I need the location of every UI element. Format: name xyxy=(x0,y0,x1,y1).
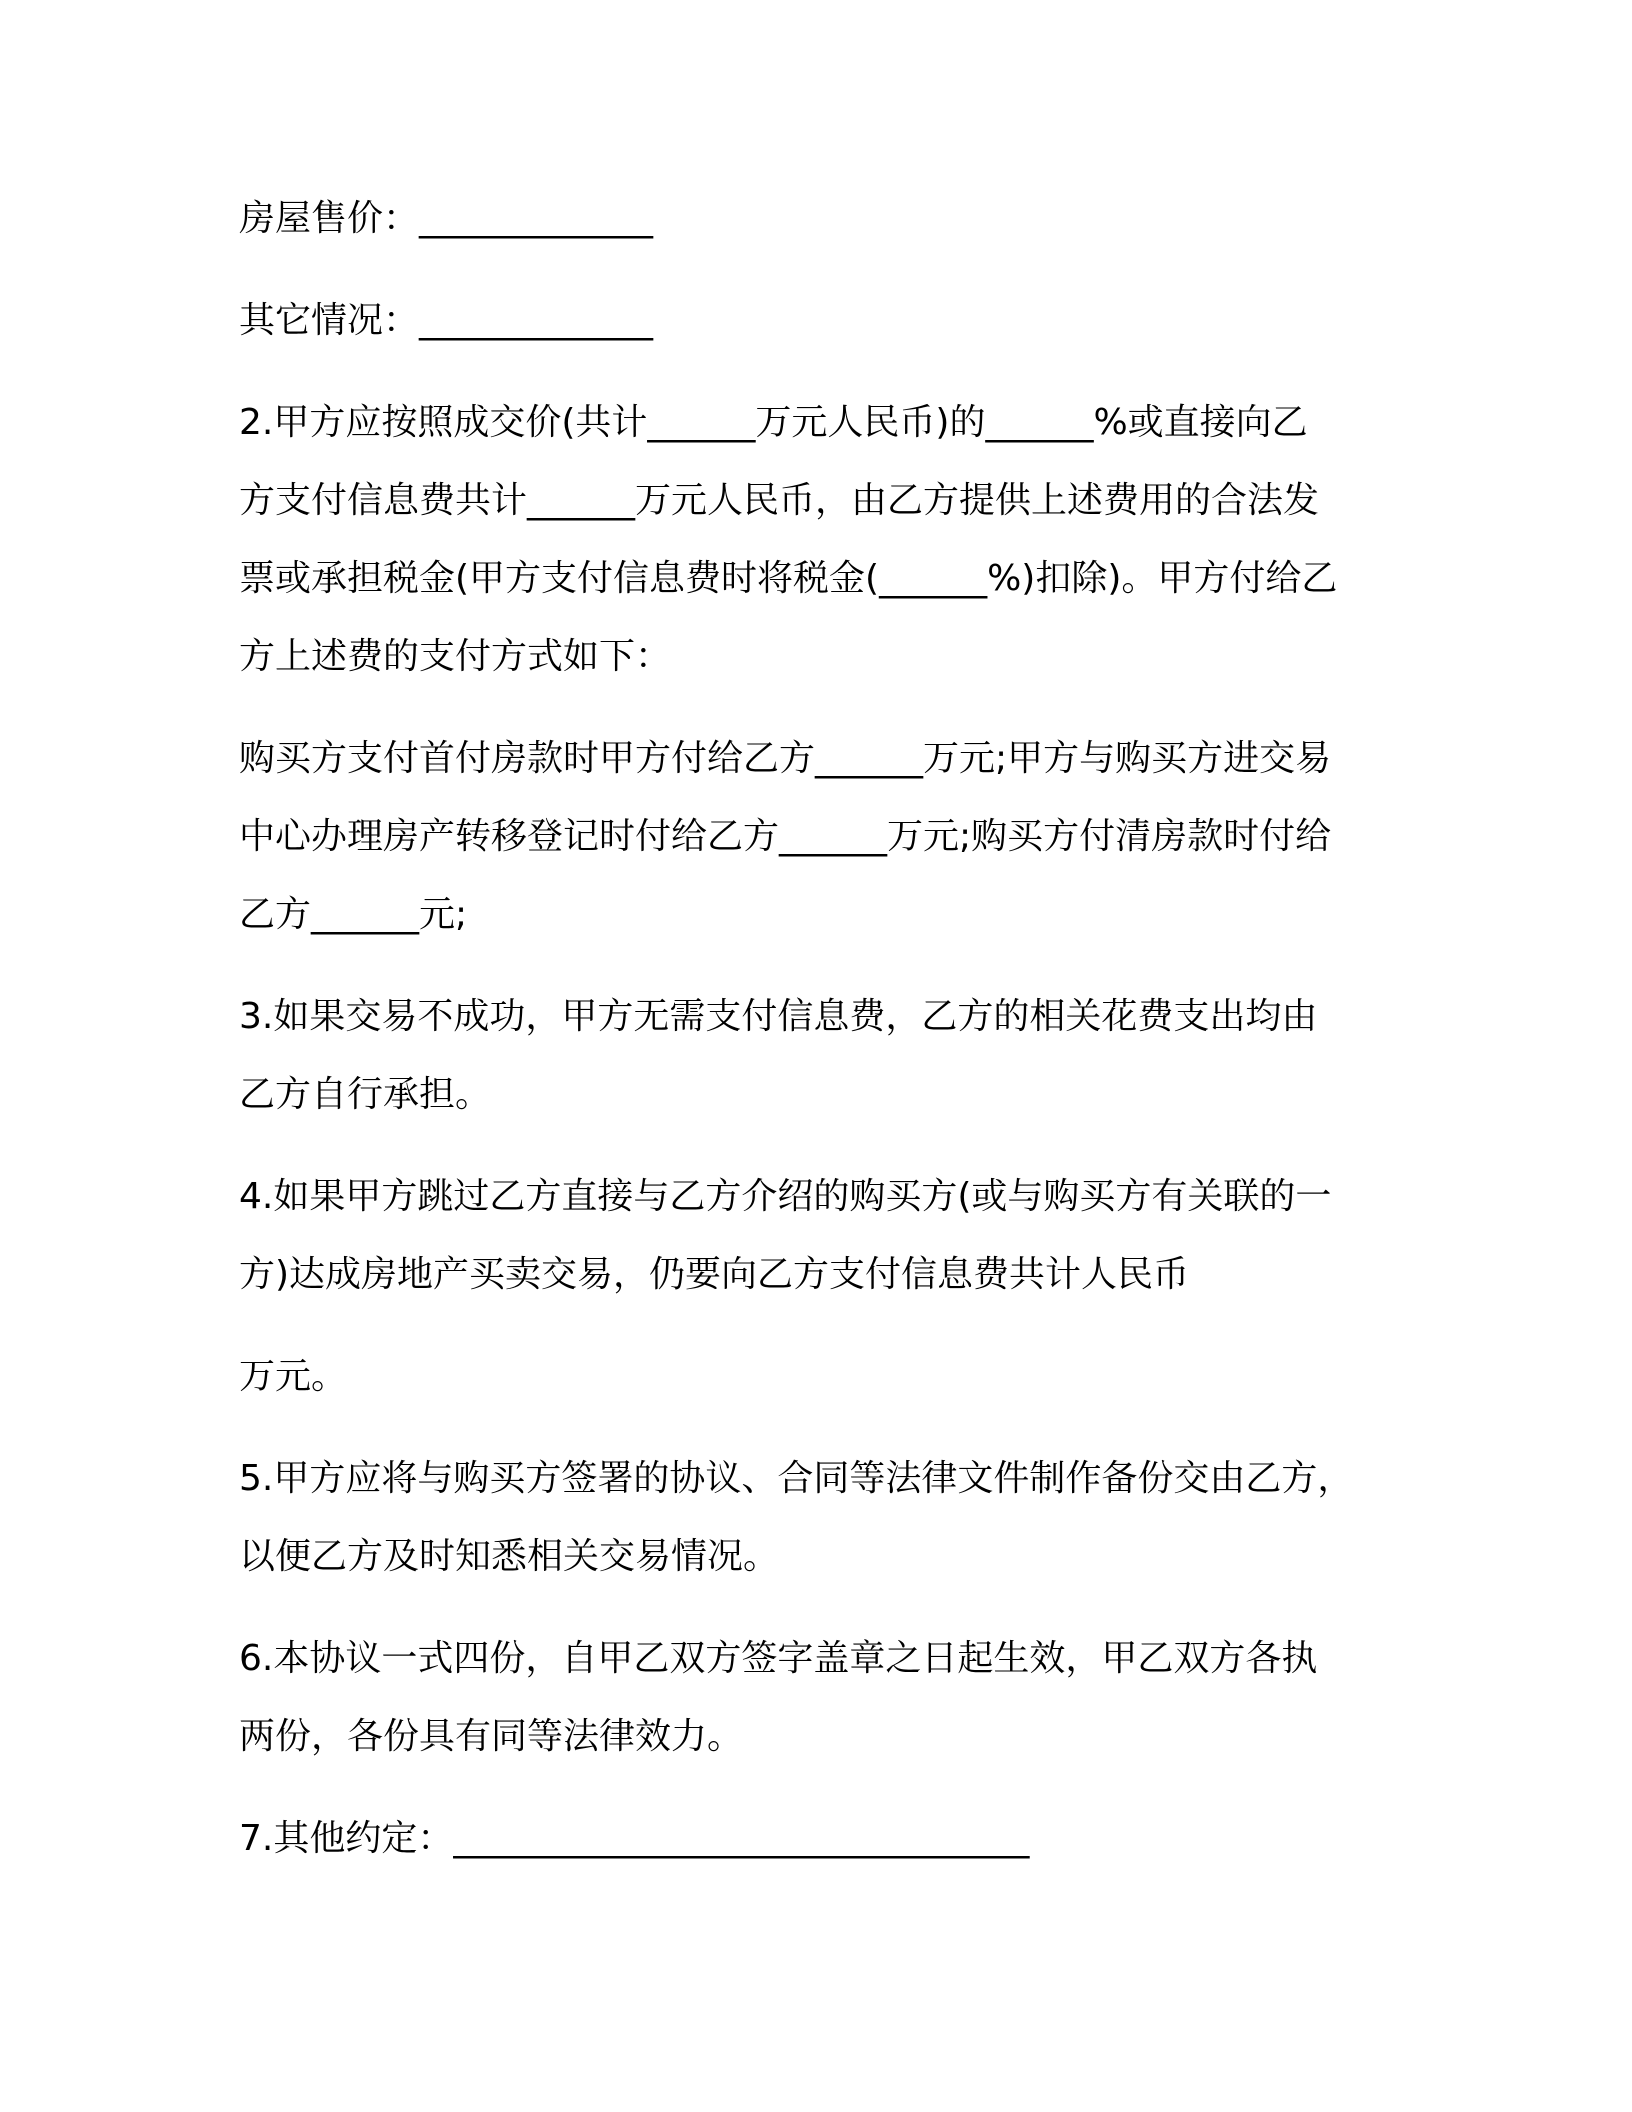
paragraph-clause-4-amount xyxy=(239,1338,1399,1416)
text-line: 6.本协议一式四份，自甲乙双方签字盖章之日起生效，甲乙双方各执 xyxy=(239,1638,1318,1679)
paragraph-other-conditions xyxy=(239,282,1399,360)
paragraph-payment-schedule xyxy=(239,720,1399,954)
text-line: 两份，各份具有同等法律效力。 xyxy=(239,1716,744,1757)
text-line: 2.甲方应按照成交价(共计______万元人民币)的______%或直接向乙 xyxy=(239,402,1308,443)
paragraph-clause-4 xyxy=(239,1158,1399,1314)
text-line: 方)达成房地产买卖交易，仍要向乙方支付信息费共计人民币 xyxy=(239,1254,1190,1295)
paragraph-clause-3 xyxy=(239,978,1399,1134)
paragraph-house-price xyxy=(239,180,1399,258)
text-line: 乙方______元; xyxy=(239,894,468,935)
text-line: 方支付信息费共计______万元人民币，由乙方提供上述费用的合法发 xyxy=(239,480,1320,521)
paragraph-clause-2 xyxy=(239,384,1399,696)
text-line: 5.甲方应将与购买方签署的协议、合同等法律文件制作备份交由乙方， xyxy=(239,1458,1354,1499)
document-body xyxy=(239,180,1399,1878)
text-line: 方上述费的支付方式如下： xyxy=(239,636,672,677)
text-line: 7.其他约定：________________________________ xyxy=(239,1818,1030,1859)
text-line: 以便乙方及时知悉相关交易情况。 xyxy=(239,1536,780,1577)
paragraph-clause-5 xyxy=(239,1440,1399,1596)
text-line: 4.如果甲方跳过乙方直接与乙方介绍的购买方(或与购买方有关联的一 xyxy=(239,1176,1332,1217)
text-line: 万元。 xyxy=(239,1356,348,1397)
text-line: 3.如果交易不成功，甲方无需支付信息费，乙方的相关花费支出均由 xyxy=(239,996,1318,1037)
text-line: 乙方自行承担。 xyxy=(239,1074,492,1115)
paragraph-clause-7 xyxy=(239,1800,1399,1878)
text-line: 房屋售价：_____________ xyxy=(239,198,654,239)
text-line: 中心办理房产转移登记时付给乙方______万元;购买方付清房款时付给 xyxy=(239,816,1332,857)
text-line: 票或承担税金(甲方支付信息费时将税金(______%)扣除)。甲方付给乙 xyxy=(239,558,1338,599)
text-line: 购买方支付首付房款时甲方付给乙方______万元;甲方与购买方进交易 xyxy=(239,738,1332,779)
paragraph-clause-6 xyxy=(239,1620,1399,1776)
text-line: 其它情况：_____________ xyxy=(239,300,654,341)
